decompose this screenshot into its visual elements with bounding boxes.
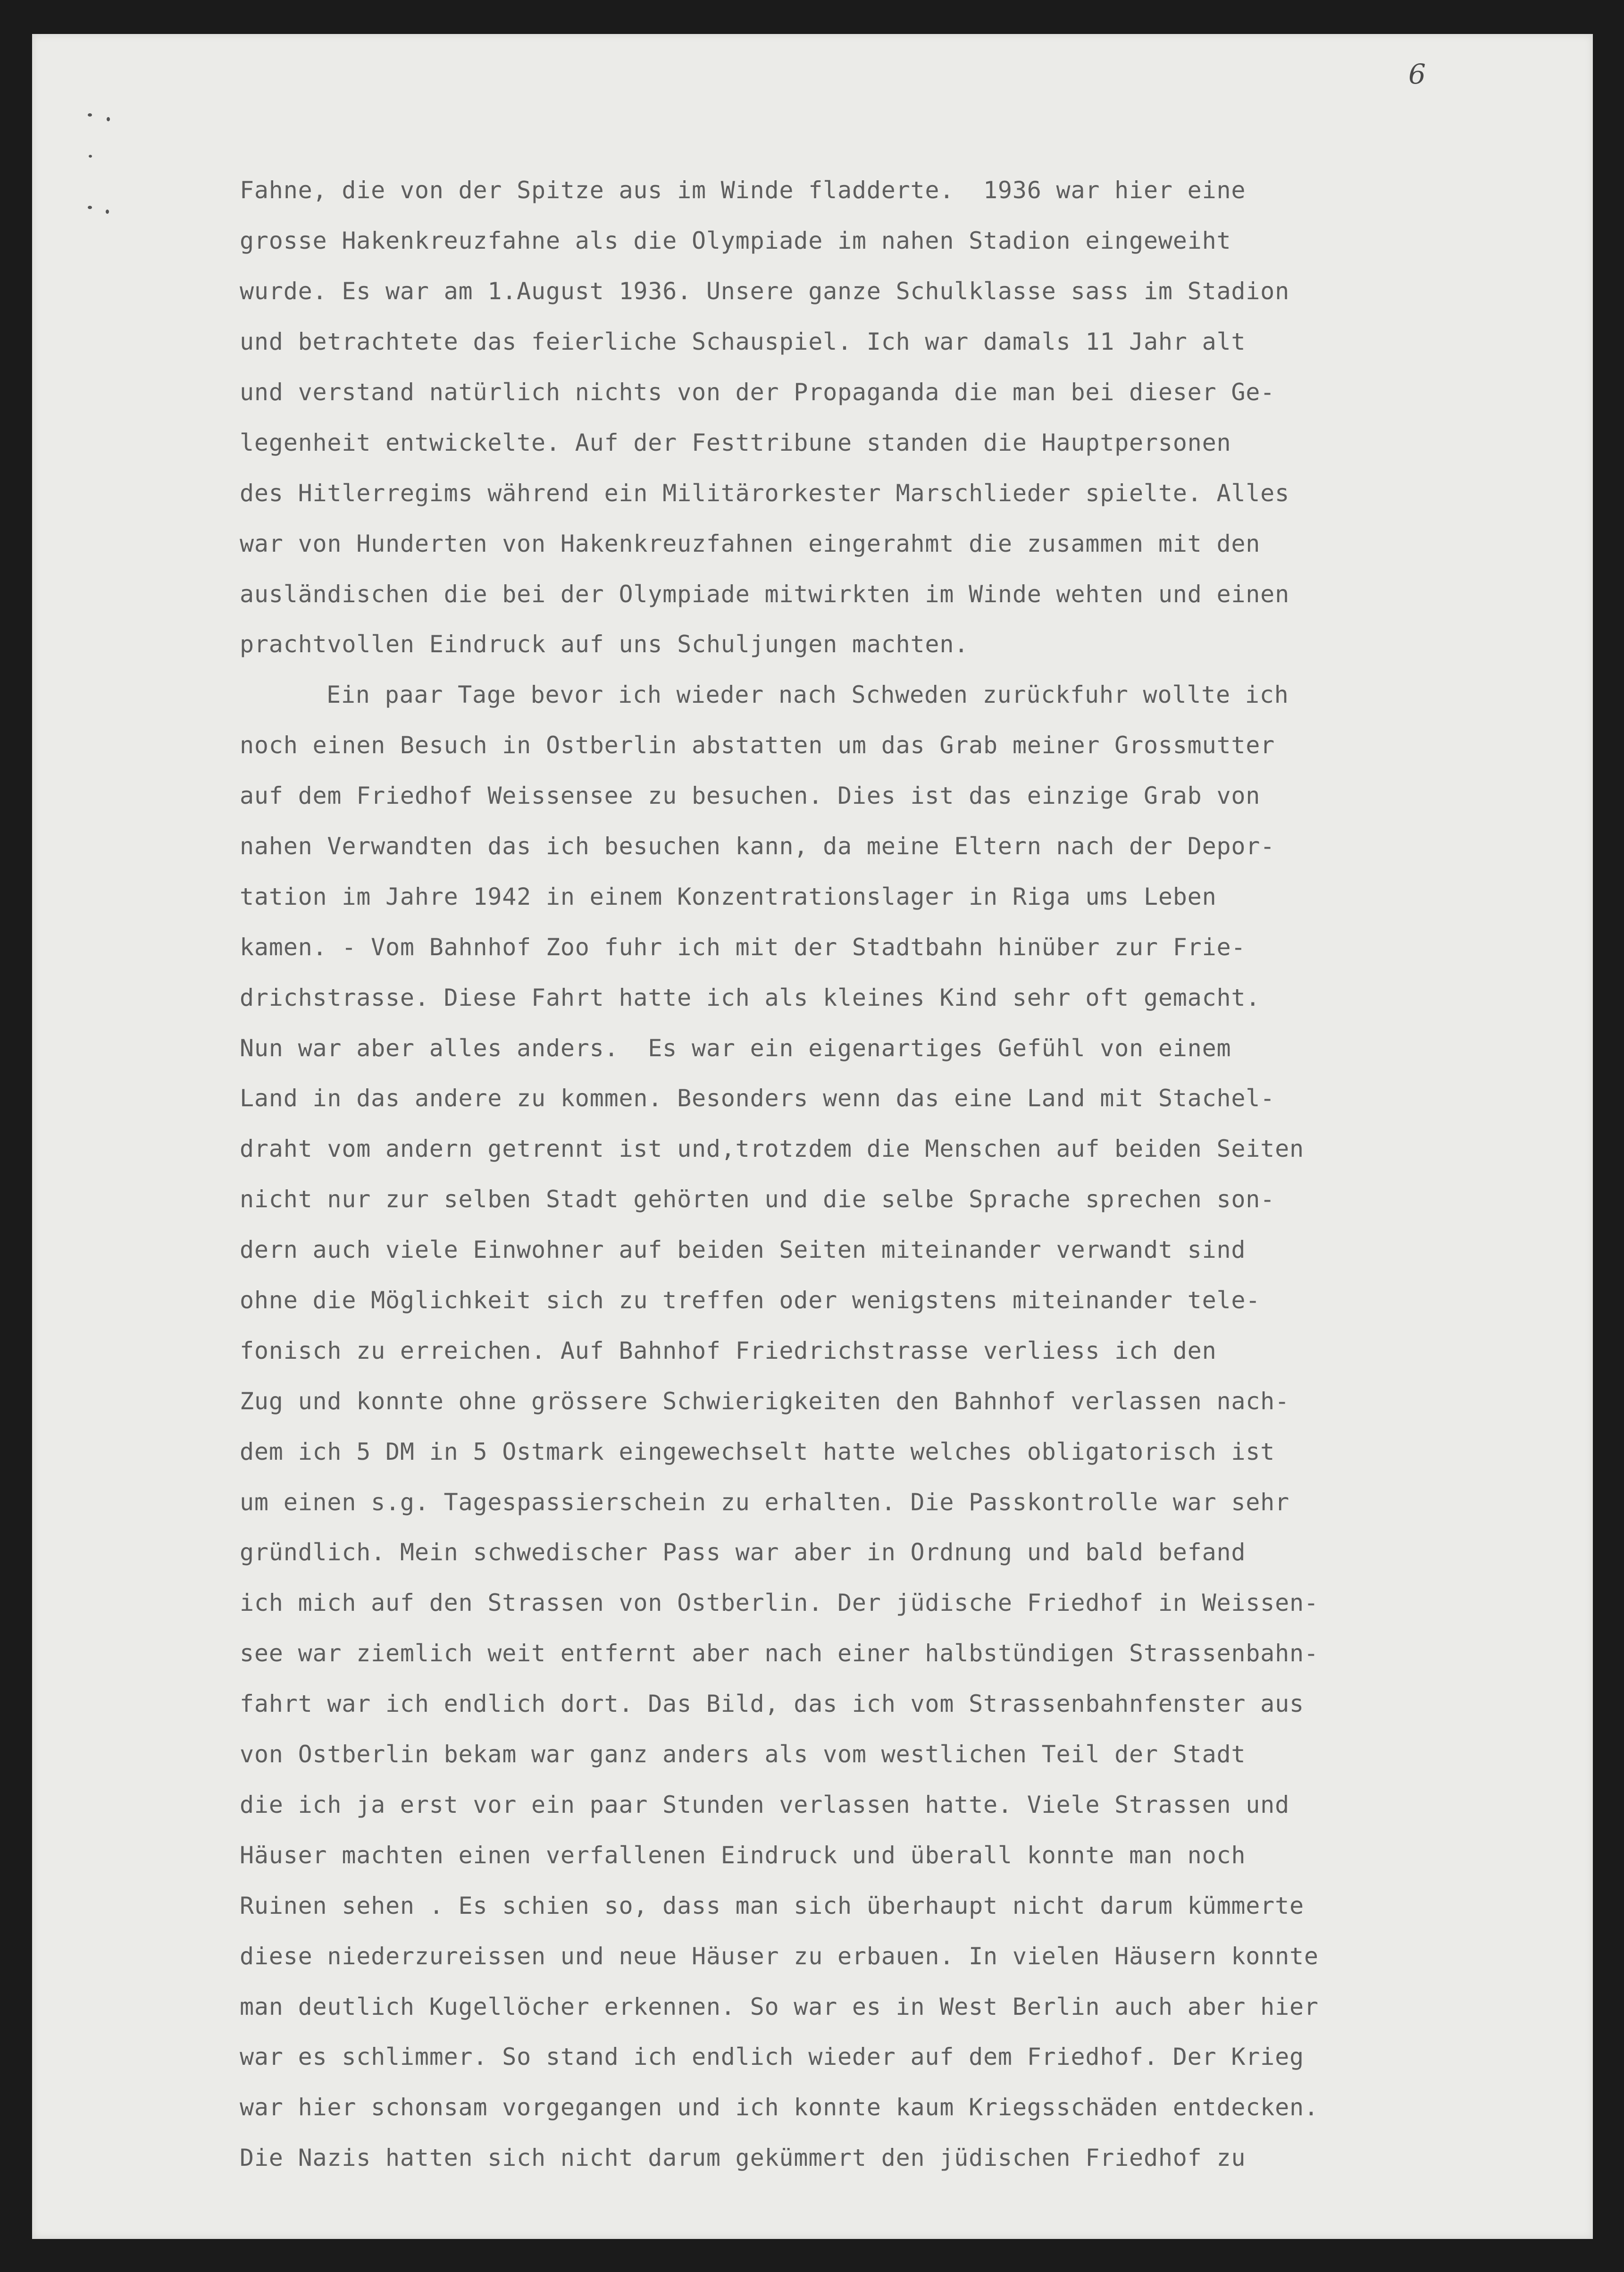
text-line: dem ich 5 DM in 5 Ostmark eingewechselt hatte welches obligatorisch ist	[240, 1438, 1275, 1465]
text-line: war von Hunderten von Hakenkreuzfahnen eingerahmt die zusammen mit den	[240, 530, 1261, 557]
text-line: auf dem Friedhof Weissensee zu besuchen. Dies ist das einzige Grab von	[240, 782, 1261, 810]
text-line: Nun war aber alles anders. Es war ein eigenartiges Gefühl von einem	[240, 1034, 1231, 1062]
text-line: die ich ja erst vor ein paar Stunden verlassen hatte. Viele Strassen und	[240, 1791, 1289, 1818]
text-line: draht vom andern getrennt ist und,trotzdem die Menschen auf beiden Seiten	[240, 1135, 1304, 1163]
text-line: noch einen Besuch in Ostberlin abstatten um das Grab meiner Grossmutter	[240, 732, 1275, 759]
text-line: Zug und konnte ohne grössere Schwierigkeiten den Bahnhof verlassen nach-	[240, 1387, 1289, 1415]
text-line: und verstand natürlich nichts von der Propaganda die man bei dieser Ge-	[240, 379, 1275, 406]
text-line: war hier schonsam vorgegangen und ich konnte kaum Kriegsschäden entdecken.	[240, 2094, 1319, 2121]
text-line: gründlich. Mein schwedischer Pass war aber in Ordnung und bald befand	[240, 1539, 1246, 1566]
text-line: Land in das andere zu kommen. Besonders wenn das eine Land mit Stachel-	[240, 1085, 1275, 1112]
text-line: von Ostberlin bekam war ganz anders als vom westlichen Teil der Stadt	[240, 1741, 1246, 1768]
text-line: nahen Verwandten das ich besuchen kann, da meine Eltern nach der Depor-	[240, 833, 1275, 860]
text-line: Ruinen sehen . Es schien so, dass man sich überhaupt nicht darum kümmerte	[240, 1892, 1304, 1919]
punch-mark-dot	[88, 113, 92, 117]
body-text	[240, 165, 1514, 2183]
text-line: legenheit entwickelte. Auf der Festtribune standen die Hauptpersonen	[240, 429, 1231, 456]
page-number: 6	[1408, 58, 1426, 90]
text-line: grosse Hakenkreuzfahne als die Olympiade im nahen Stadion eingeweiht	[240, 227, 1231, 255]
text-line: um einen s.g. Tagespassierschein zu erhalten. Die Passkontrolle war sehr	[240, 1488, 1289, 1516]
text-line: prachtvollen Eindruck auf uns Schuljungen machten.	[240, 631, 969, 658]
text-line: tation im Jahre 1942 in einem Konzentrationslager in Riga ums Leben	[240, 883, 1217, 910]
text-line: diese niederzureissen und neue Häuser zu erbauen. In vielen Häusern konnte	[240, 1942, 1319, 1970]
text-line: drichstrasse. Diese Fahrt hatte ich als kleines Kind sehr oft gemacht.	[240, 984, 1261, 1011]
text-line: Fahne, die von der Spitze aus im Winde fladderte. 1936 war hier eine	[240, 177, 1246, 204]
text-line: des Hitlerregims während ein Militärorkester Marschlieder spielte. Alles	[240, 479, 1289, 507]
text-line: Die Nazis hatten sich nicht darum gekümmert den jüdischen Friedhof zu	[240, 2144, 1246, 2172]
text-line: see war ziemlich weit entfernt aber nach einer halbstündigen Strassenbahn-	[240, 1640, 1319, 1667]
text-line: man deutlich Kugellöcher erkennen. So war es in West Berlin auch aber hier	[240, 1993, 1319, 2020]
text-line: und betrachtete das feierliche Schauspiel. Ich war damals 11 Jahr alt	[240, 328, 1246, 356]
text-line: ausländischen die bei der Olympiade mitwirkten im Winde wehten und einen	[240, 580, 1289, 608]
text-line: fahrt war ich endlich dort. Das Bild, das ich vom Strassenbahnfenster aus	[240, 1690, 1304, 1718]
text-line: war es schlimmer. So stand ich endlich wieder auf dem Friedhof. Der Krieg	[240, 2043, 1304, 2071]
text-line: ohne die Möglichkeit sich zu treffen oder wenigstens miteinander tele-	[240, 1287, 1261, 1314]
text-line: wurde. Es war am 1.August 1936. Unsere ganze Schulklasse sass im Stadion	[240, 278, 1289, 305]
text-line: dern auch viele Einwohner auf beiden Seiten miteinander verwandt sind	[240, 1236, 1246, 1264]
text-line: kamen. - Vom Bahnhof Zoo fuhr ich mit der Stadtbahn hinüber zur Frie-	[240, 933, 1246, 961]
punch-mark-dot	[106, 210, 109, 214]
text-line: fonisch zu erreichen. Auf Bahnhof Friedrichstrasse verliess ich den	[240, 1337, 1217, 1364]
punch-mark-dot	[89, 155, 92, 158]
text-line: nicht nur zur selben Stadt gehörten und die selbe Sprache sprechen son-	[240, 1186, 1275, 1213]
punch-mark-dot	[88, 206, 92, 209]
paragraph-start-line: Ein paar Tage bevor ich wieder nach Schweden zurückfuhr wollte ich	[326, 681, 1289, 709]
text-line: ich mich auf den Strassen von Ostberlin. Der jüdische Friedhof in Weissen-	[240, 1589, 1319, 1617]
text-line: Häuser machten einen verfallenen Eindruck und überall konnte man noch	[240, 1841, 1246, 1869]
punch-mark-dot	[107, 117, 110, 121]
